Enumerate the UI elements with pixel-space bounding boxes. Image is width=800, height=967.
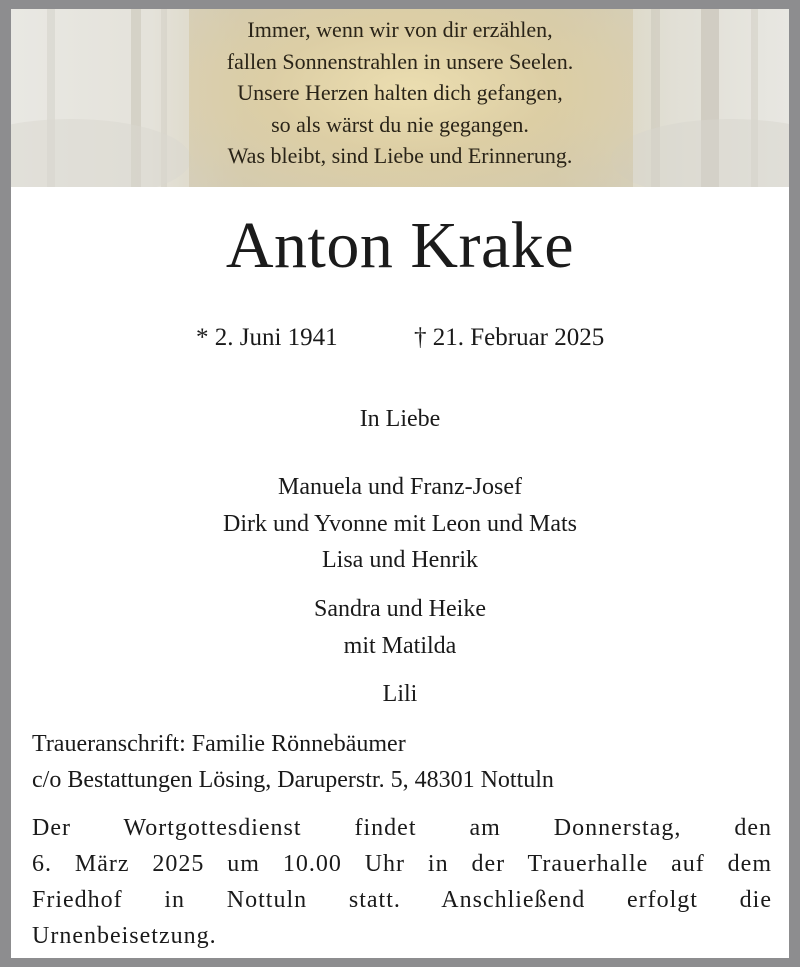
mourner-line: Dirk und Yvonne mit Leon und Mats (223, 511, 577, 537)
service-notice-line: Urnenbeisetzung. (32, 923, 217, 949)
mourner-line: Lili (382, 681, 418, 707)
service-notice-line: 6. März 2025 um 10.00 Uhr in der Trauerhalle auf dem (32, 851, 772, 877)
service-notice-line: Friedhof in Nottuln statt. Anschließend erfolgt die (32, 887, 772, 913)
mourner-line: Manuela und Franz-Josef (278, 474, 522, 500)
service-notice (32, 810, 772, 954)
memorial-poem (178, 14, 622, 172)
poem-line: Immer, wenn wir von dir erzählen, (247, 17, 553, 42)
address-line: c/o Bestattungen Lösing, Daruperstr. 5, 48301 Nottuln (32, 767, 554, 793)
mourner-line: mit Matilda (343, 633, 457, 659)
poem-line: fallen Sonnenstrahlen in unsere Seelen. (226, 48, 574, 74)
poem-line: Unsere Herzen halten dich gefangen, (237, 80, 563, 105)
birth-date: * 2. Juni 1941 (196, 324, 338, 351)
deceased-name: Anton Krake (225, 209, 575, 282)
address-line: Traueranschrift: Familie Rönnebäumer (32, 731, 406, 757)
poem-line: so als wärst du nie gegangen. (271, 111, 529, 137)
mourner-line: Lisa und Henrik (322, 547, 478, 573)
love-line: In Liebe (359, 406, 441, 432)
mourner-line: Sandra und Heike (314, 596, 486, 622)
poem-line: Was bleibt, sind Liebe und Erinnerung. (227, 143, 573, 168)
service-notice-line: Der Wortgottesdienst findet am Donnerstag, den (32, 815, 772, 841)
death-date: † 21. Februar 2025 (414, 324, 605, 351)
